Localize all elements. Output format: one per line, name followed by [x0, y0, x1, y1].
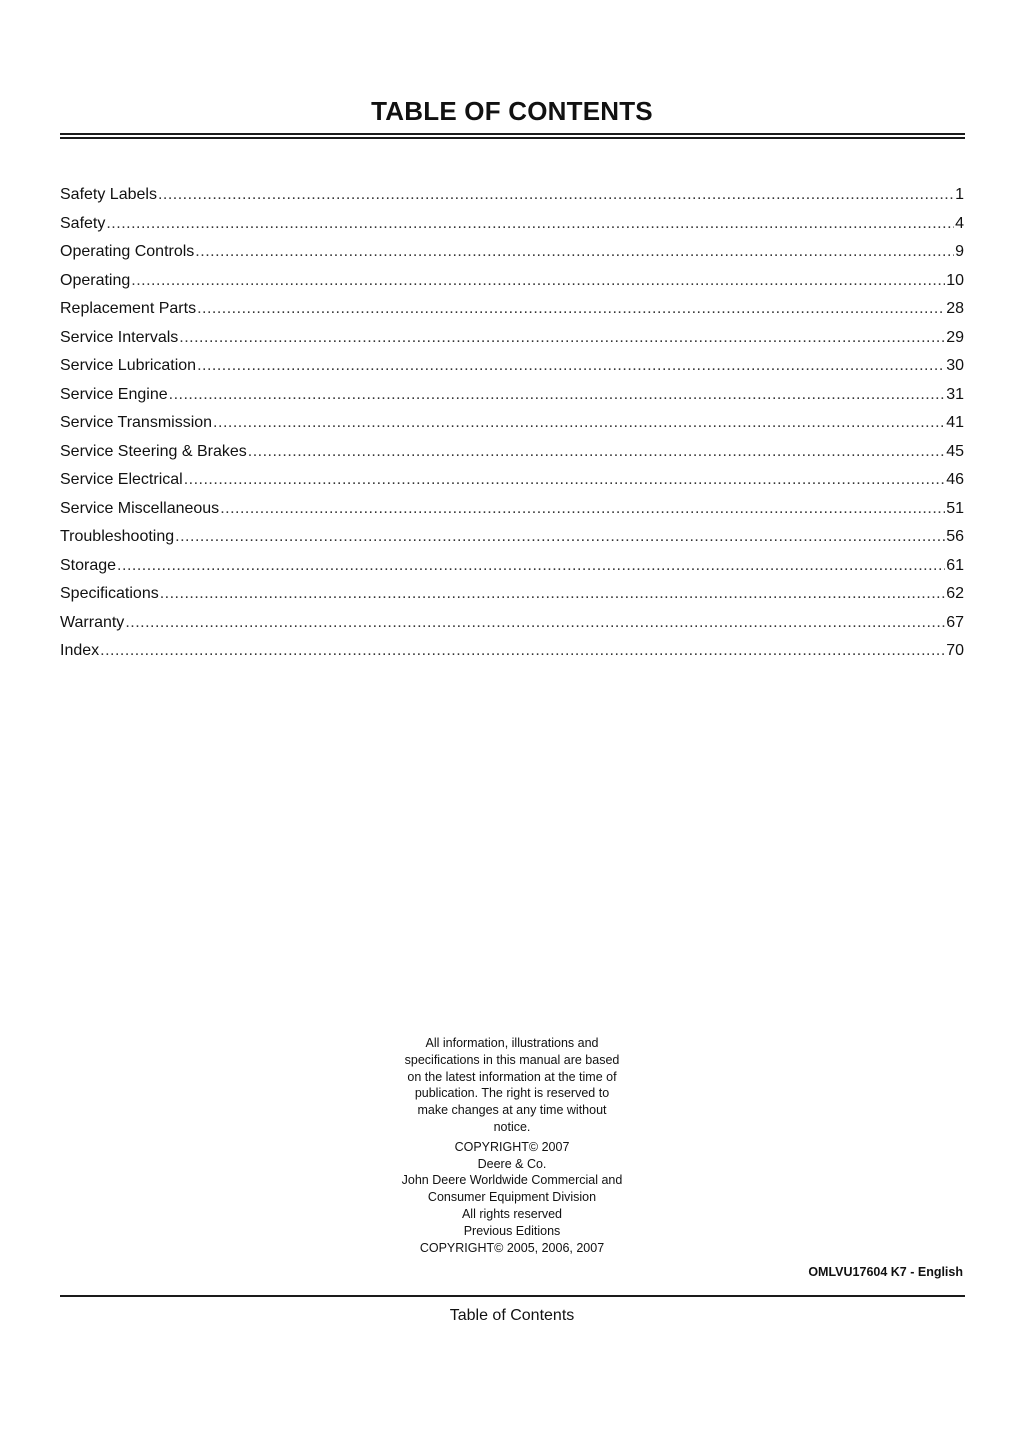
toc-entry-label: Replacement Parts [60, 300, 197, 317]
dot-leader [179, 326, 945, 350]
toc-entry-page: 67 [946, 613, 964, 631]
dot-leader [213, 411, 945, 435]
toc-entry-label: Service Transmission [60, 414, 213, 431]
copyright-line: All rights reserved [461, 1206, 563, 1221]
toc-entry-label: Specifications [60, 585, 159, 602]
dot-leader [158, 183, 954, 207]
disclaimer-paragraph [362, 1035, 662, 1136]
disclaimer-line: notice. [493, 1119, 531, 1134]
copyright-line: Consumer Equipment Division [427, 1190, 597, 1205]
toc-entry-label: Storage [60, 556, 117, 574]
copyright-line: COPYRIGHT© 2007 [454, 1139, 570, 1154]
toc-entry-page: 9 [955, 243, 964, 260]
copyright-paragraph [362, 1139, 662, 1257]
disclaimer-line: publication. The right is reserved to [414, 1086, 610, 1101]
toc-entry-label: Warranty [60, 613, 125, 631]
dot-leader [117, 554, 945, 578]
dot-leader [100, 639, 945, 663]
toc-entry-label: Service Miscellaneous [60, 499, 220, 517]
toc-entry-service-lubrication[interactable] [60, 354, 964, 383]
table-of-contents [60, 183, 964, 668]
dot-leader [248, 440, 945, 464]
toc-entry-label: Service Steering & Brakes [60, 442, 247, 460]
footer-divider [60, 1295, 965, 1297]
toc-entry-safety[interactable] [60, 212, 964, 241]
disclaimer-line: specifications in this manual are based [404, 1052, 620, 1067]
dot-leader [184, 468, 946, 492]
toc-entry-safety-labels[interactable] [60, 183, 964, 212]
toc-entry-page: 70 [946, 642, 964, 659]
dot-leader [195, 240, 954, 264]
toc-entry-label: Safety Labels [60, 186, 157, 203]
title-divider-top [60, 133, 965, 135]
dot-leader [106, 212, 954, 236]
toc-entry-label: Operating [60, 271, 131, 289]
dot-leader [175, 525, 945, 549]
toc-entry-page: 10 [946, 271, 964, 289]
toc-entry-label: Service Electrical [60, 471, 183, 488]
disclaimer-line: on the latest information at the time of [407, 1069, 617, 1084]
toc-entry-page: 4 [955, 214, 964, 232]
toc-entry-storage[interactable] [60, 554, 964, 583]
legal-notice [362, 1035, 662, 1259]
toc-entry-troubleshooting[interactable] [60, 525, 964, 554]
dot-leader [125, 611, 945, 635]
toc-entry-replacement-parts[interactable] [60, 297, 964, 326]
disclaimer-line: All information, illustrations and [425, 1036, 599, 1050]
dot-leader [197, 297, 945, 321]
toc-entry-label: Index [60, 642, 100, 659]
toc-entry-page: 46 [946, 471, 964, 488]
title-divider-bottom [60, 137, 965, 139]
toc-entry-page: 29 [946, 328, 964, 346]
copyright-line: John Deere Worldwide Commercial and [401, 1173, 623, 1188]
page-title: TABLE OF CONTENTS [371, 96, 653, 126]
toc-entry-page: 56 [946, 528, 964, 545]
toc-entry-label: Safety [60, 214, 106, 232]
toc-entry-label: Service Engine [60, 385, 168, 403]
copyright-line: Previous Editions [463, 1223, 561, 1238]
toc-entry-service-engine[interactable] [60, 383, 964, 412]
document-id: OMLVU17604 K7 - English [808, 1265, 963, 1279]
dot-leader [169, 383, 946, 407]
toc-entry-label: Service Intervals [60, 328, 179, 346]
toc-entry-page: 62 [946, 585, 964, 602]
dot-leader [197, 354, 945, 378]
disclaimer-line: make changes at any time without [417, 1103, 607, 1118]
toc-entry-service-steering-brakes[interactable] [60, 440, 964, 469]
toc-entry-label: Operating Controls [60, 243, 195, 260]
toc-entry-service-intervals[interactable] [60, 326, 964, 355]
toc-entry-operating-controls[interactable] [60, 240, 964, 269]
copyright-line: Deere & Co. [477, 1156, 547, 1171]
toc-entry-page: 51 [946, 499, 964, 517]
toc-entry-index[interactable] [60, 639, 964, 668]
toc-entry-service-electrical[interactable] [60, 468, 964, 497]
toc-entry-page: 41 [946, 414, 964, 431]
toc-entry-service-miscellaneous[interactable] [60, 497, 964, 526]
toc-entry-service-transmission[interactable] [60, 411, 964, 440]
dot-leader [160, 582, 945, 606]
toc-entry-page: 61 [946, 556, 964, 574]
toc-entry-warranty[interactable] [60, 611, 964, 640]
toc-entry-page: 28 [946, 300, 964, 317]
toc-entry-label: Troubleshooting [60, 528, 175, 545]
toc-entry-specifications[interactable] [60, 582, 964, 611]
footer-section-label: Table of Contents [449, 1307, 575, 1324]
copyright-line: COPYRIGHT© 2005, 2006, 2007 [419, 1240, 605, 1255]
toc-entry-label: Service Lubrication [60, 357, 197, 374]
toc-entry-page: 1 [955, 186, 964, 203]
toc-entry-operating[interactable] [60, 269, 964, 298]
dot-leader [131, 269, 945, 293]
toc-entry-page: 30 [946, 357, 964, 374]
dot-leader [220, 497, 945, 521]
toc-entry-page: 31 [946, 385, 964, 403]
toc-entry-page: 45 [946, 442, 964, 460]
